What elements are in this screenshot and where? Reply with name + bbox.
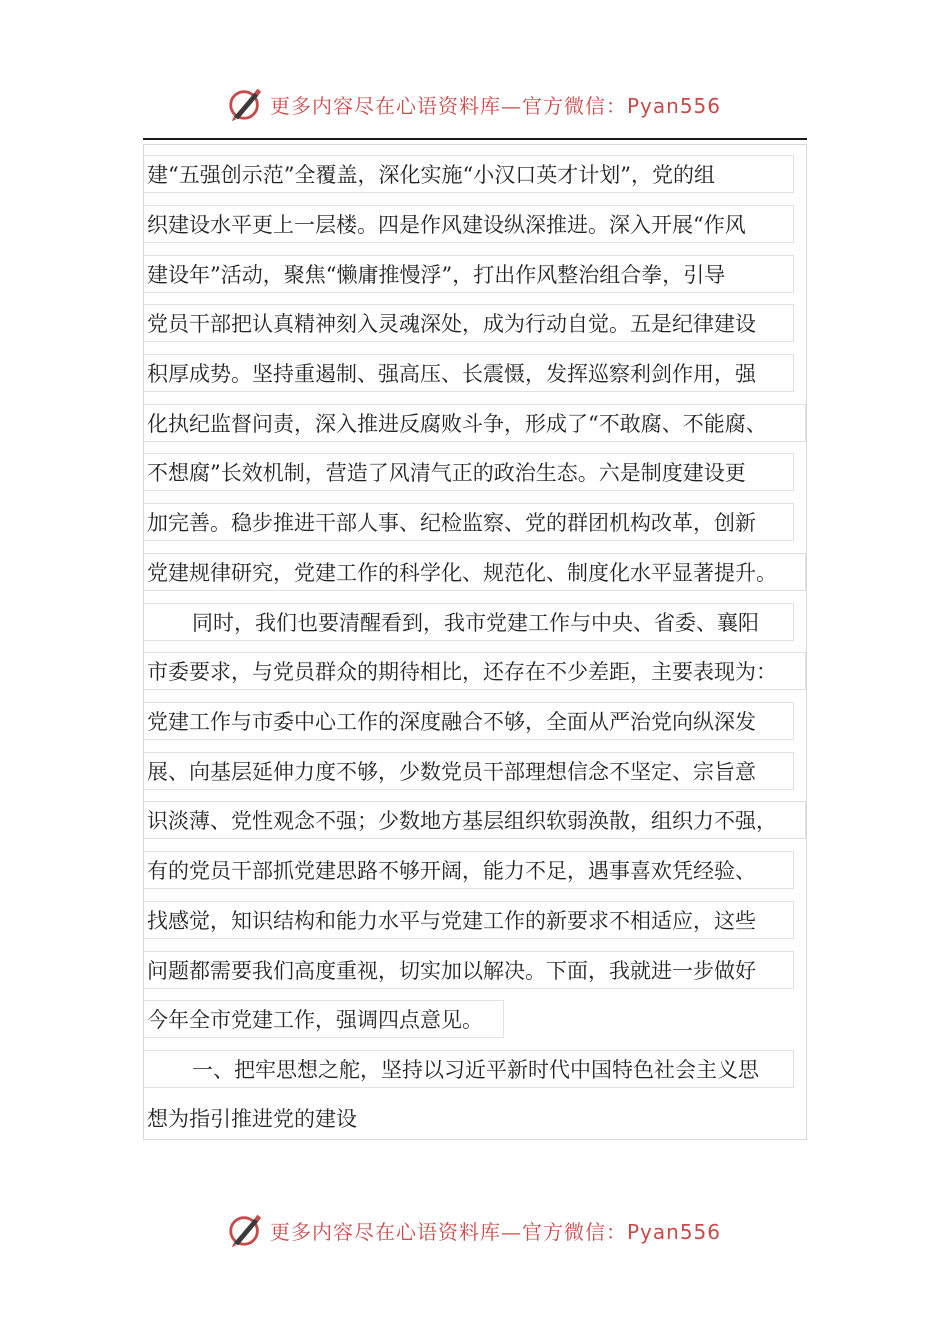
paragraph-start-line: 同时，我们也要清醒看到，我市党建工作与中央、省委、襄阳 [144,603,794,641]
text-line: 不想腐”长效机制，营造了风清气正的政治生态。六是制度建设更 [144,453,794,491]
banner-wechat-id: Pyan556 [627,93,722,118]
text-line: 展、向基层延伸力度不够，少数党员干部理想信念不坚定、宗旨意 [144,752,794,790]
section-heading-line: 想为指引推进党的建设 [147,1107,357,1131]
text-line: 建“五强创示范”全覆盖，深化实施“小汉口英才计划”，党的组 [144,155,794,193]
banner-text: 更多内容尽在心语资料库—官方微信： [270,93,627,118]
pen-circle-logo-icon [226,85,264,123]
text-line: 党建规律研究，党建工作的科学化、规范化、制度化水平显著提升。 [144,553,806,591]
text-line: 积厚成势。坚持重遏制、强高压、长震慑，发挥巡察利剑作用，强 [144,354,794,392]
banner-text: 更多内容尽在心语资料库—官方微信： [270,1219,627,1244]
document-body [143,144,807,1140]
text-line: 有的党员干部抓党建思路不够开阔，能力不足，遇事喜欢凭经验、 [144,851,794,889]
text-line: 找感觉，知识结构和能力水平与党建工作的新要求不相适应，这些 [144,901,794,939]
banner-wechat-id: Pyan556 [627,1219,722,1244]
text-line: 市委要求，与党员群众的期待相比，还存在不少差距，主要表现为： [144,652,806,690]
text-line: 党员干部把认真精神刻入灵魂深处，成为行动自觉。五是纪律建设 [144,304,794,342]
text-line: 织建设水平更上一层楼。四是作风建设纵深推进。深入开展“作风 [144,205,794,243]
text-line: 化执纪监督问责，深入推进反腐败斗争，形成了“不敢腐、不能腐、 [144,404,806,442]
section-heading-line: 一、把牢思想之舵，坚持以习近平新时代中国特色社会主义思 [144,1050,794,1088]
header-rule [143,138,807,140]
text-line: 今年全市党建工作，强调四点意见。 [144,1000,504,1038]
text-line: 识淡薄、党性观念不强；少数地方基层组织软弱涣散，组织力不强， [144,801,806,839]
text-line: 加完善。稳步推进干部人事、纪检监察、党的群团机构改革，创新 [144,503,794,541]
header-banner [0,84,950,124]
footer-banner [0,1210,950,1250]
text-line: 问题都需要我们高度重视，切实加以解决。下面，我就进一步做好 [144,951,794,989]
text-line: 党建工作与市委中心工作的深度融合不够，全面从严治党向纵深发 [144,702,794,740]
text-line: 建设年”活动，聚焦“懒庸推慢浮”，打出作风整治组合拳，引导 [144,255,794,293]
pen-circle-logo-icon [226,1211,264,1249]
